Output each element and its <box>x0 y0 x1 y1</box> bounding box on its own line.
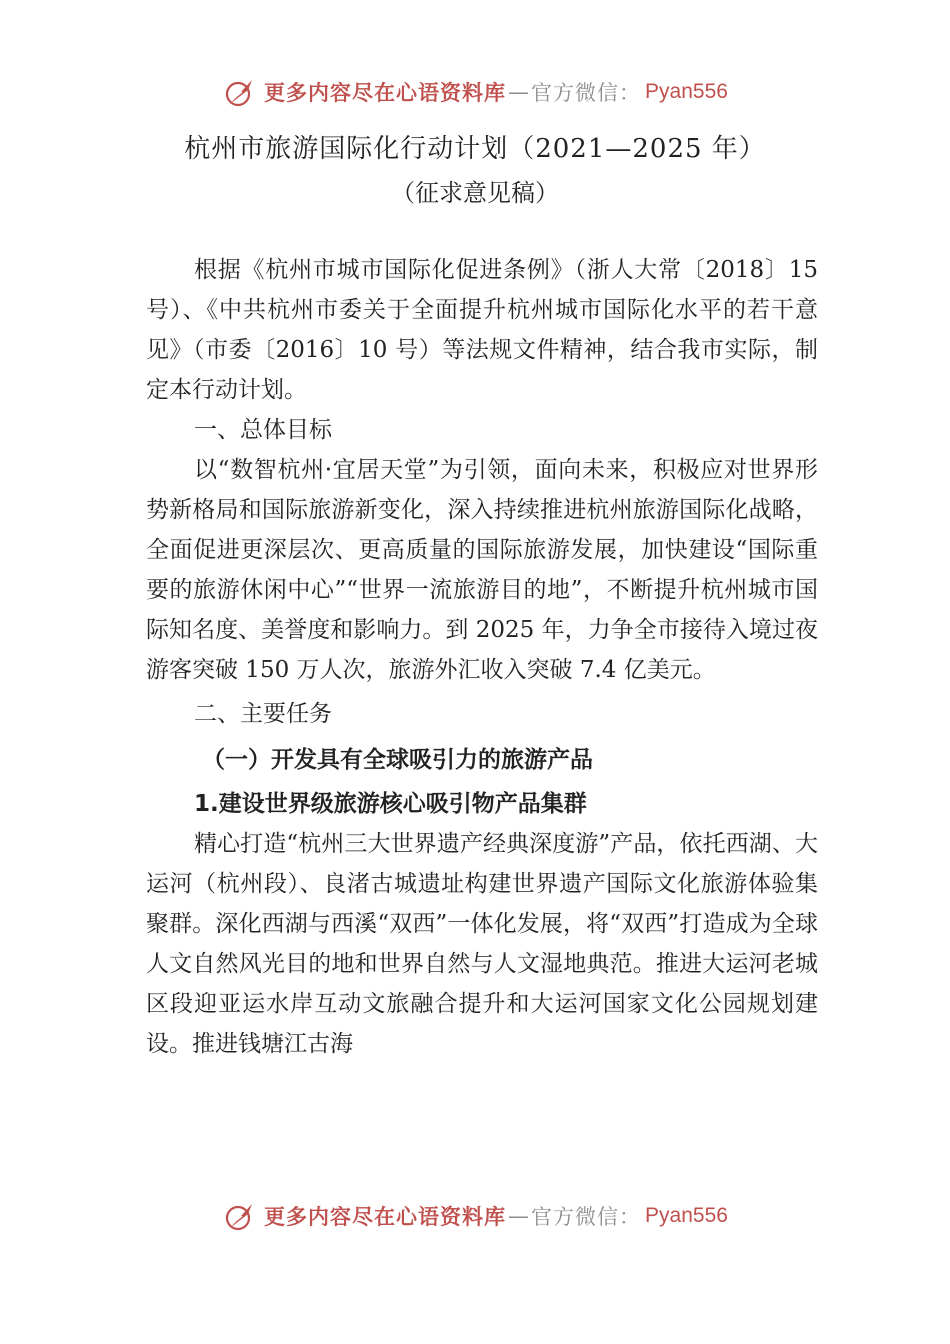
intro-paragraph: 根据《杭州市城市国际化促进条例》（浙人大常〔2018〕15 号）、《中共杭州市委关于全面提升杭州城市国际化水平的若干意见》（市委〔2016〕10 号）等法规文件精神，结合我市实际，制定本行动计划。 <box>146 257 818 403</box>
document-subtitle: （征求意见稿） <box>391 179 559 207</box>
item1-paragraph: 精心打造“杭州三大世界遗产经典深度游”产品，依托西湖、大运河（杭州段）、良渚古城遗址构建世界遗产国际文化旅游体验集聚群。深化西湖与西溪“双西”一体化发展，将“双西”打造成为全球人文自然风光目的地和世界自然与人文湿地典范。推进大运河老城区段迎亚运水岸互动文旅融合提升和大运河国家文化公园规划建设。推进钱塘江古海 <box>146 831 818 1057</box>
section2-heading: 二、主要任务 <box>194 701 332 727</box>
quill-logo-icon <box>222 74 258 110</box>
header-banner <box>0 72 950 112</box>
footer-banner <box>0 1196 950 1236</box>
banner-wechat-id: Pyan556 <box>645 80 728 103</box>
document-title: 杭州市旅游国际化行动计划（2021—2025 年） <box>184 134 766 164</box>
section1-paragraph: 以“数智杭州·宜居天堂”为引领，面向未来，积极应对世界形势新格局和国际旅游新变化，深入持续推进杭州旅游国际化战略，全面促进更深层次、更高质量的国际旅游发展，加快建设“国际重要的旅游休闲中心”“世界一流旅游目的地”，不断提升杭州城市国际知名度、美誉度和影响力。到 2025 年，力争全市接待入境过夜游客突破 150 万人次，旅游外汇收入突破 7.4 亿美元。 <box>146 457 818 683</box>
banner-text: 更多内容尽在心语资料库 <box>264 80 507 105</box>
quill-logo-icon <box>222 1198 258 1234</box>
banner-wechat-id: Pyan556 <box>645 1204 728 1227</box>
banner-label: 官方微信： <box>531 81 642 105</box>
banner-separator: — <box>508 1204 530 1228</box>
section1-heading: 一、总体目标 <box>194 417 332 443</box>
banner-separator: — <box>508 80 530 104</box>
banner-text: 更多内容尽在心语资料库 <box>264 1204 507 1229</box>
document-body <box>146 250 818 1064</box>
banner-label: 官方微信： <box>531 1205 642 1229</box>
item1-heading: 1.建设世界级旅游核心吸引物产品集群 <box>194 791 587 817</box>
subsection1-heading: （一）开发具有全球吸引力的旅游产品 <box>202 747 593 773</box>
